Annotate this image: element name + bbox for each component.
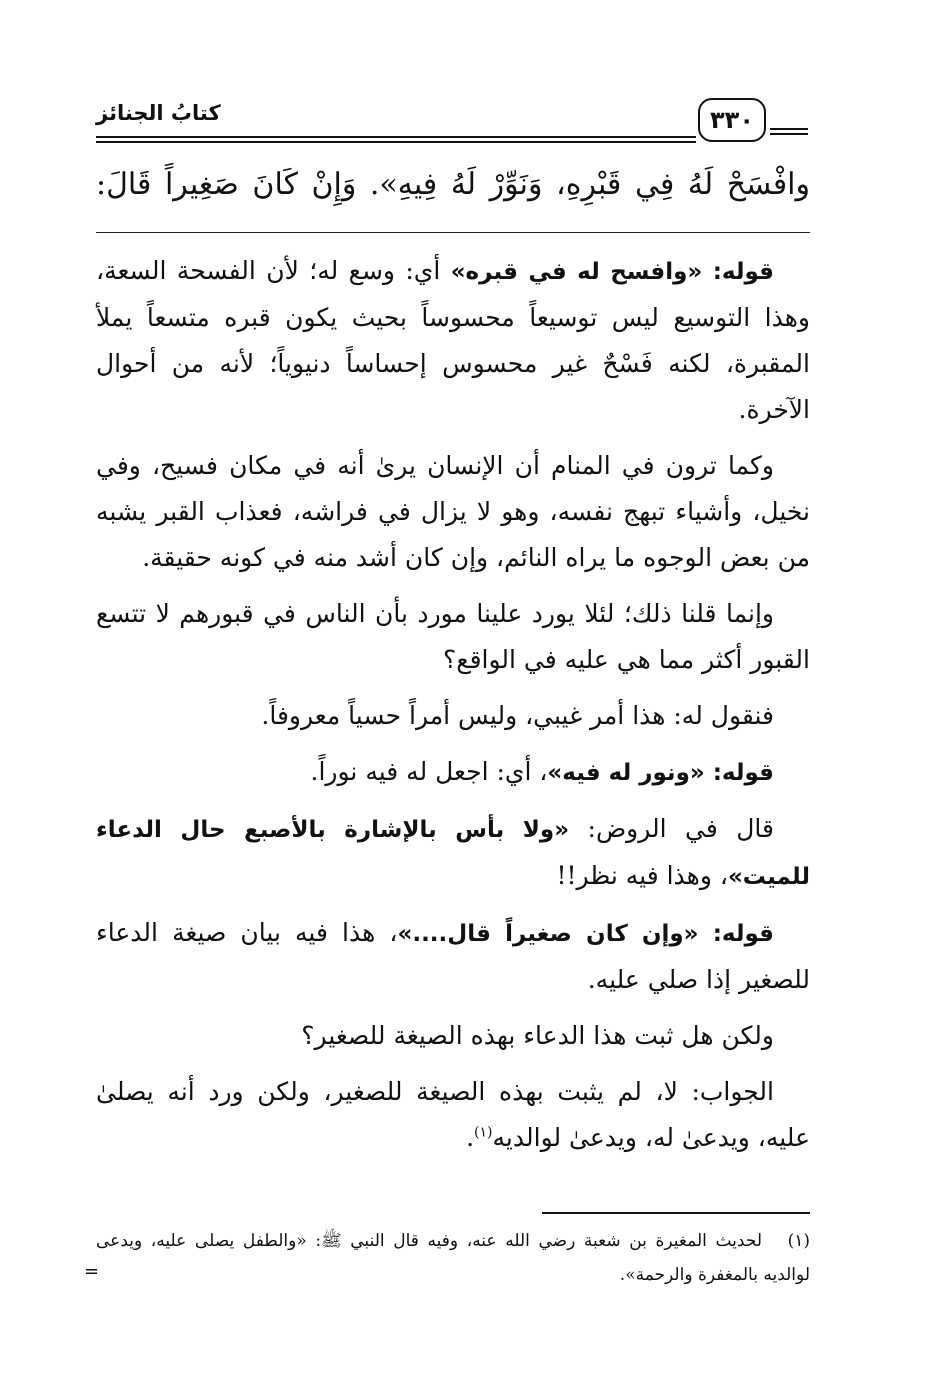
paragraph	[96, 1013, 810, 1059]
commentary-body	[96, 248, 810, 1171]
quoted-phrase: قوله: «وإن كان صغيراً قال....»	[397, 921, 774, 947]
paragraph-text: ولكن هل ثبت هذا الدعاء بهذه الصيغة للصغير؟	[301, 1021, 774, 1050]
paragraph-text: ، هذا فيه بيان صيغة الدعاء للصغير إذا صلي عليه.	[96, 918, 810, 994]
running-book-title: كتابُ الجنائز	[96, 101, 221, 125]
paragraph	[96, 443, 810, 581]
footnote	[96, 1224, 810, 1292]
paragraph-text: وإنما قلنا ذلك؛ لئلا يورد علينا مورد بأن الناس في قبورهم لا تتسع القبور أكثر مما هي عليه في الواقع؟	[96, 599, 810, 674]
paragraph	[96, 806, 810, 900]
paragraph	[96, 248, 810, 433]
quoted-phrase: قوله: «وافسح له في قبره»	[450, 259, 774, 285]
paragraph-end: .	[466, 1123, 475, 1152]
hadith-text: وافْسَحْ لَهُ فِي قَبْرِهِ، وَنَوِّرْ لَهُ فِيهِ». وَإِنْ كَانَ صَغِيراً قَالَ:	[96, 167, 810, 202]
footnote-separator	[542, 1212, 810, 1214]
footnote-reference[interactable]: (١)	[474, 1124, 493, 1141]
section-divider	[96, 232, 810, 233]
header-rule	[96, 136, 696, 138]
paragraph-text: ، وهذا فيه نظر!!	[556, 861, 728, 890]
paragraph	[96, 693, 810, 739]
paragraph	[96, 591, 810, 683]
paragraph	[96, 1069, 810, 1161]
paragraph-text: ، أي: اجعل له فيه نوراً.	[310, 757, 548, 786]
quoted-phrase: «ولا بأس بالإشارة بالأصبع حال الدعاء للميت»	[96, 817, 810, 890]
footnote-text: لحديث المغيرة بن شعبة رضي الله عنه، وفيه قال النبي ﷺ: «والطفل يصلى عليه، ويدعى لوالديه بالمغفرة والرحمة».	[96, 1231, 810, 1285]
quoted-phrase: قوله: «ونور له فيه»	[547, 760, 774, 786]
paragraph-prefix: قال في الروض:	[569, 814, 774, 843]
footnote-number: (١)	[787, 1231, 810, 1251]
paragraph-text: وكما ترون في المنام أن الإنسان يرىٰ أنه في مكان فسيح، وفي نخيل، وأشياء تبهج نفسه، وهو لا يزال في فراشه، فعذاب القبر يشبه من بعض الوجوه ما يراه النائم، وإن كان أشد منه في كونه حقيقة.	[96, 451, 810, 572]
paragraph	[96, 749, 810, 796]
page-number: ٣٣٠	[698, 98, 766, 142]
paragraph-text: أي: وسع له؛ لأن الفسحة السعة، وهذا التوسيع ليس توسيعاً محسوساً بحيث يكون قبره متسعاً يملأ المقبرة، لكنه فَسْحٌ غير محسوس إحساساً دنيوياً؛ لأنه من أحوال الآخرة.	[96, 256, 810, 424]
paragraph-text: فنقول له: هذا أمر غيبي، وليس أمراً حسياً معروفاً.	[261, 701, 774, 730]
header-rule	[96, 141, 696, 143]
paragraph	[96, 910, 810, 1003]
header-rule	[770, 133, 808, 135]
header-rule	[770, 128, 808, 130]
footnote-continuation-mark: =	[84, 1261, 100, 1282]
paragraph-text: الجواب: لا، لم يثبت بهذه الصيغة للصغير، ولكن ورد أنه يصلىٰ عليه، ويدعىٰ له، ويدعىٰ لوالديه	[96, 1077, 810, 1152]
